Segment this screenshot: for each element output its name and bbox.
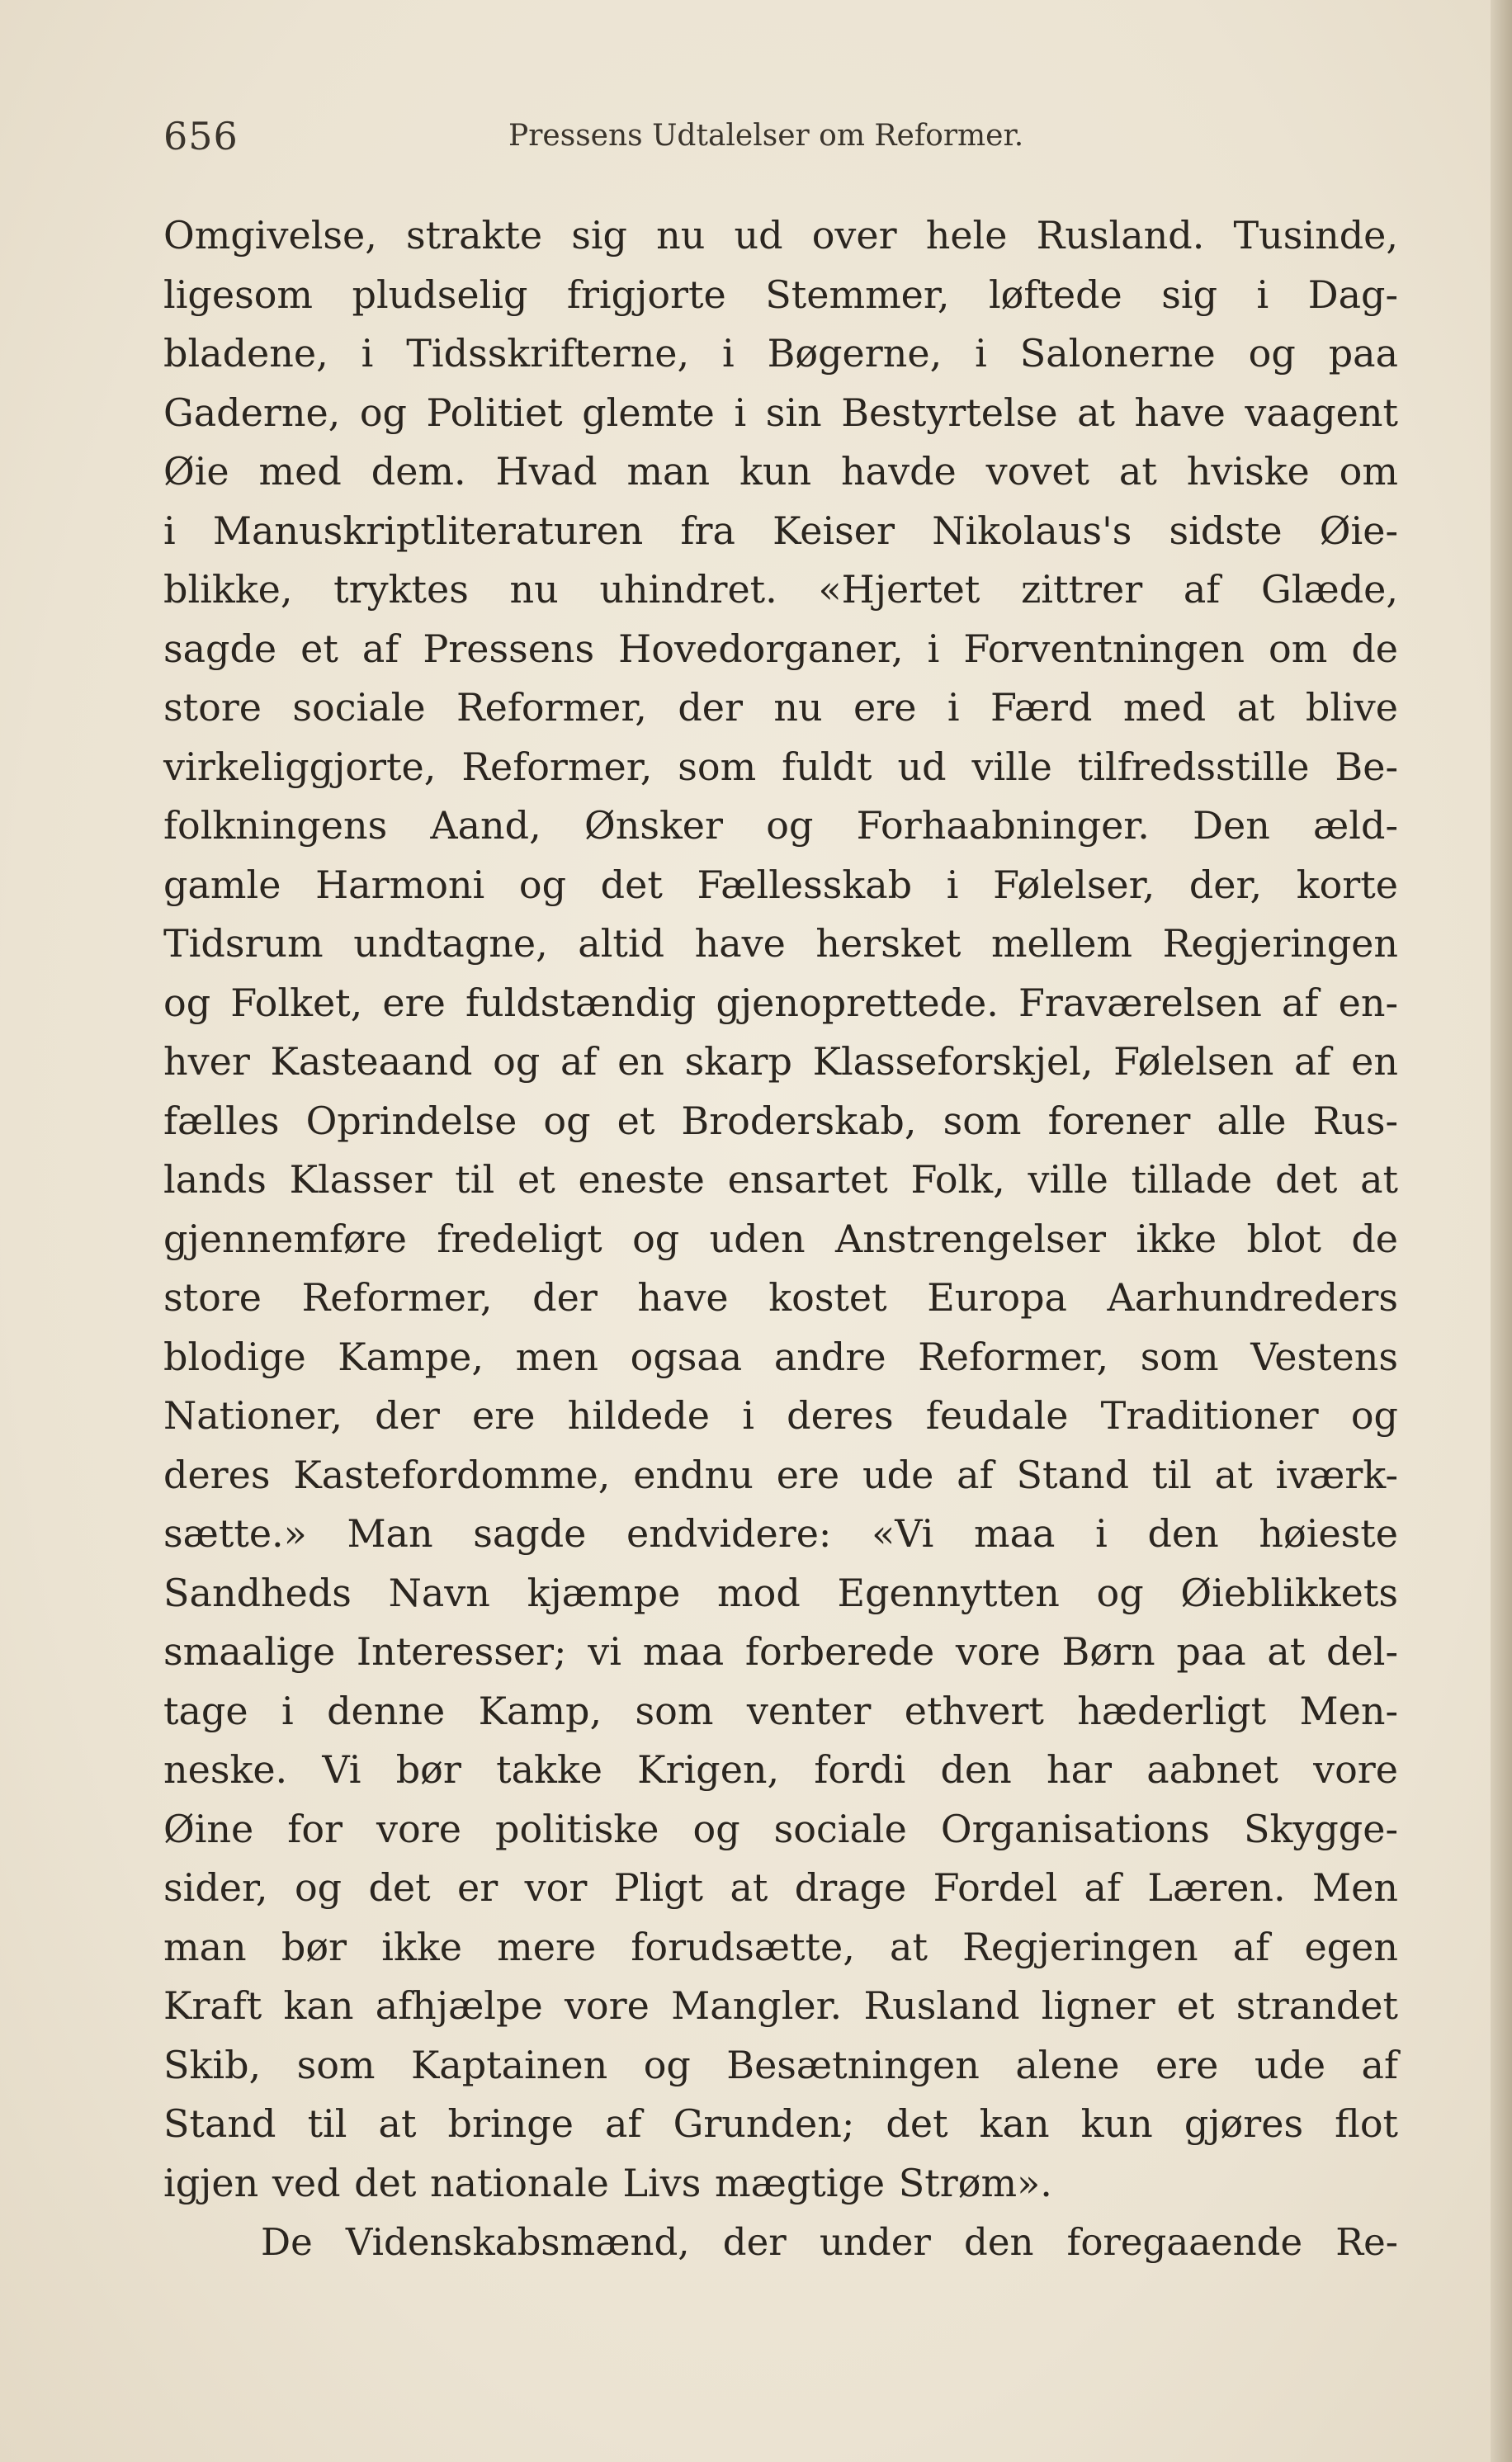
text-line: Kraft kan afhjælpe vore Mangler. Rusland ligner et strandet (163, 1983, 1398, 2028)
text-line: blikke, tryktes nu uhindret. «Hjertet zittrer af Glæde, (163, 567, 1398, 612)
text-line: Gaderne, og Politiet glemte i sin Bestyrtelse at have vaagent (163, 390, 1398, 435)
text-line: virkeliggjorte, Reformer, som fuldt ud ville tilfredsstille Be- (163, 744, 1398, 789)
text-line: Omgivelse, strakte sig nu ud over hele Rusland. Tusinde, (163, 213, 1398, 258)
text-line: deres Kastefordomme, endnu ere ude af Stand til at iværk- (163, 1452, 1398, 1497)
text-line: gjennemføre fredeligt og uden Anstrengelser ikke blot de (163, 1216, 1398, 1261)
text-line: sagde et af Pressens Hovedorganer, i Forventningen om de (163, 626, 1398, 671)
text-line: Tidsrum undtagne, altid have hersket mellem Regjeringen (163, 921, 1398, 966)
page-edge-shadow (1491, 0, 1512, 2462)
text-line: tage i denne Kamp, som venter ethvert hæderligt Men- (163, 1688, 1398, 1733)
text-line: sætte.» Man sagde endvidere: «Vi maa i den høieste (163, 1511, 1398, 1556)
text-line: sider, og det er vor Pligt at drage Fordel af Læren. Men (163, 1865, 1398, 1910)
running-title: Pressens Udtalelser om Reformer. (508, 119, 1024, 153)
body-text (163, 206, 1398, 2272)
text-line-paragraph-end: igjen ved det nationale Livs mægtige Strøm». (163, 2160, 1052, 2205)
text-line: og Folket, ere fuldstændig gjenoprettede. Fraværelsen af en- (163, 980, 1398, 1025)
text-line: bladene, i Tidsskrifterne, i Bøgerne, i Salonerne og paa (163, 331, 1398, 376)
running-head (163, 114, 1401, 163)
text-line: lands Klasser til et eneste ensartet Folk, ville tillade det at (163, 1157, 1398, 1202)
text-line: store sociale Reformer, der nu ere i Færd med at blive (163, 685, 1398, 730)
text-line: smaalige Interesser; vi maa forberede vore Børn paa at del- (163, 1629, 1398, 1674)
text-line: blodige Kampe, men ogsaa andre Reformer, som Vestens (163, 1334, 1398, 1379)
text-line: i Manuskriptliteraturen fra Keiser Nikolaus's sidste Øie- (163, 508, 1398, 553)
text-line: folkningens Aand, Ønsker og Forhaabninger. Den æld- (163, 803, 1398, 848)
text-line-paragraph-start: De Videnskabsmænd, der under den foregaaende Re- (261, 2220, 1398, 2264)
page-number: 656 (163, 114, 239, 158)
text-line: gamle Harmoni og det Fællesskab i Følelser, der, korte (163, 862, 1398, 907)
text-line: Nationer, der ere hildede i deres feudale Traditioner og (163, 1393, 1398, 1438)
text-line: Stand til at bringe af Grunden; det kan kun gjøres flot (163, 2101, 1398, 2146)
text-line: fælles Oprindelse og et Broderskab, som forener alle Rus- (163, 1098, 1398, 1143)
text-line: Skib, som Kaptainen og Besætningen alene ere ude af (163, 2042, 1398, 2087)
text-line: hver Kasteaand og af en skarp Klasseforskjel, Følelsen af en (163, 1039, 1398, 1084)
text-line: Øie med dem. Hvad man kun havde vovet at hviske om (163, 449, 1398, 494)
text-line: Øine for vore politiske og sociale Organisations Skygge- (163, 1806, 1398, 1851)
text-line: neske. Vi bør takke Krigen, fordi den har aabnet vore (163, 1747, 1398, 1792)
text-line: Sandheds Navn kjæmpe mod Egennytten og Øieblikkets (163, 1570, 1398, 1615)
text-line: ligesom pludselig frigjorte Stemmer, løftede sig i Dag- (163, 272, 1398, 317)
text-line: store Reformer, der have kostet Europa Aarhundreders (163, 1275, 1398, 1320)
text-line: man bør ikke mere forudsætte, at Regjeringen af egen (163, 1924, 1398, 1969)
